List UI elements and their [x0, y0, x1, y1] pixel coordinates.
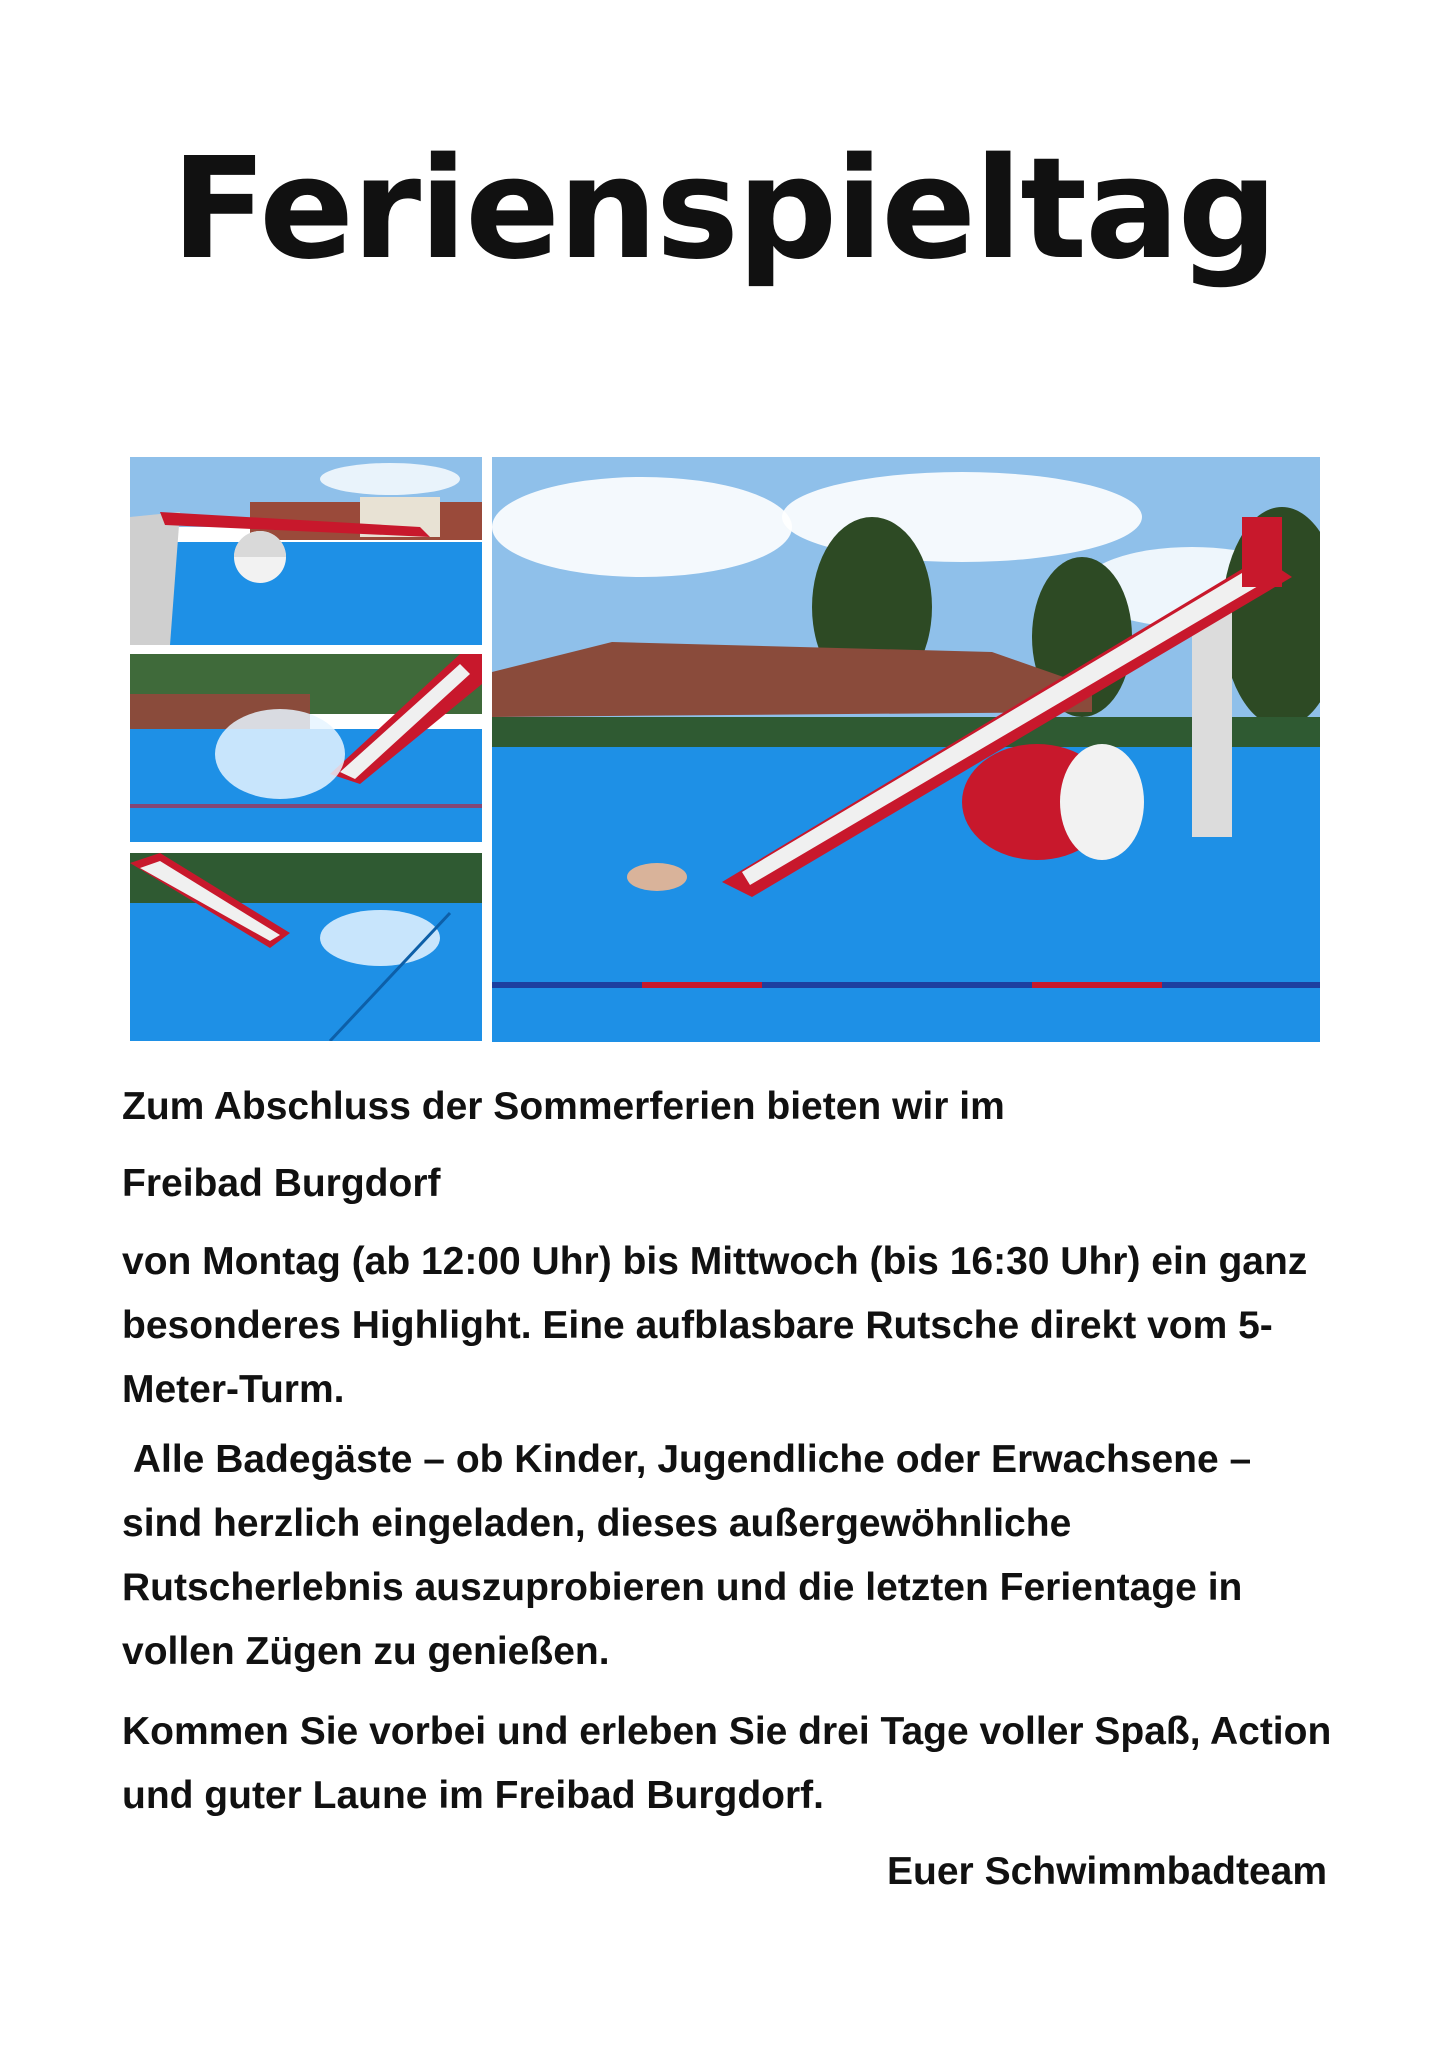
- closing-paragraph: Kommen Sie vorbei und erleben Sie drei Tage voller Spaß, Action und guter Laune im Freibad Burgdorf.: [122, 1710, 1332, 1817]
- schedule-paragraph: von Montag (ab 12:00 Uhr) bis Mittwoch (bis 16:30 Uhr) ein ganz besonderes Highlight. Eine aufblasbare Rutsche direkt vom 5-Meter-Turm.: [122, 1240, 1308, 1411]
- page-title: Ferienspieltag: [171, 128, 1276, 291]
- invitation-paragraph: Alle Badegäste – ob Kinder, Jugendliche oder Erwachsene – sind herzlich eingeladen, dieses außergewöhnliche Rutscherlebnis auszuprobieren und die letzten Ferientage in vollen Zügen zu genießen.: [122, 1438, 1263, 1673]
- intro-line: Zum Abschluss der Sommerferien bieten wir im: [122, 1085, 1005, 1128]
- photo-collage: [130, 457, 1320, 1042]
- inflatable-slide-main-photo: [492, 457, 1320, 1042]
- slide-splash-closeup-photo: [130, 853, 482, 1041]
- splash-end-of-slide-photo: [130, 654, 482, 842]
- slide-from-tower-photo: [130, 457, 482, 645]
- signature: Euer Schwimmbadteam: [887, 1850, 1327, 1893]
- venue-line: Freibad Burgdorf: [122, 1162, 441, 1205]
